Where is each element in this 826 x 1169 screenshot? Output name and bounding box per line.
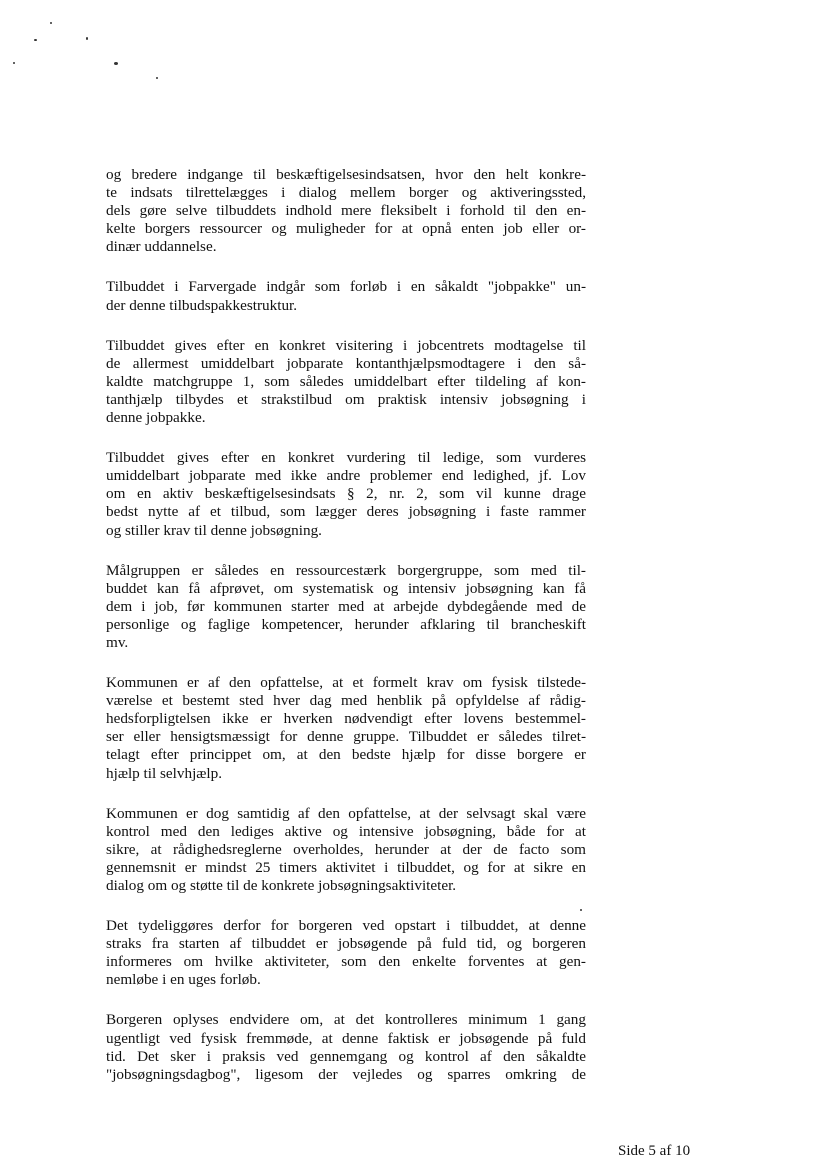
text-line: tid. Det sker i praksis ved gennemgang og kontrol af den såkaldte — [106, 1047, 586, 1065]
text-line: nemløbe i en uges forløb. — [106, 971, 261, 989]
text-line: de allermest umiddelbart jobparate kontanthjælpsmodtagere i den så- — [106, 354, 586, 372]
text-line: mv. — [106, 633, 129, 651]
scan-speck — [34, 39, 37, 41]
paragraph — [106, 562, 586, 652]
paragraph — [106, 337, 586, 427]
document-body — [106, 166, 586, 1106]
text-line: informeres om hvilke aktiviteter, som den enkelte forventes at gen- — [106, 953, 586, 971]
text-line: umiddelbart jobparate med ikke andre problemer end ledighed, jf. Lov — [106, 467, 586, 485]
text-line: "jobsøgningsdagbog", ligesom der vejledes og sparres omkring de — [106, 1065, 586, 1083]
scan-speck — [13, 62, 15, 64]
text-line: dialog om og støtte til de konkrete jobsøgningsaktiviteter. — [106, 877, 457, 894]
text-line: kaldte matchgruppe 1, som således umiddelbart efter tildeling af kon- — [106, 372, 586, 390]
text-line: tanthjælp tilbydes et strakstilbud om praktisk intensiv jobsøgning i — [106, 390, 586, 408]
text-line: Tilbuddet gives efter en konkret vurdering til ledige, som vurderes — [106, 449, 586, 467]
text-line: bedst nytte af et tilbud, som lægger deres jobsøgning i faste rammer — [106, 503, 586, 521]
text-line: dinær uddannelse. — [106, 238, 217, 256]
paragraph — [106, 805, 586, 895]
text-line: denne jobpakke. — [106, 409, 206, 427]
scan-speck — [86, 37, 88, 40]
text-line: Målgruppen er således en ressourcestærk borgergruppe, som med til- — [106, 561, 586, 579]
paragraph — [106, 449, 586, 539]
text-line: kontrol med den lediges aktive og intensive jobsøgning, både for at — [106, 822, 586, 840]
text-line: Borgeren oplyses endvidere om, at det kontrolleres minimum 1 gang — [106, 1011, 586, 1029]
text-line: sikre, at rådighedsreglerne overholdes, herunder at der de facto som — [106, 840, 586, 858]
text-line: ser eller hensigtsmæssigt for denne gruppe. Tilbuddet er således tilret- — [106, 728, 586, 746]
paragraph — [106, 674, 586, 783]
text-line: dels gøre selve tilbuddets indhold mere fleksibelt i forhold til den en- — [106, 202, 586, 220]
text-line: værelse et bestemt sted hver dag med henblik på opfyldelse af rådig- — [106, 692, 586, 710]
text-line: personlige og faglige kompetencer, herunder afklaring til brancheskift — [106, 615, 586, 633]
text-line: hedsforpligtelsen ikke er hverken nødvendigt efter lovens bestemmel- — [106, 710, 586, 728]
text-line: kelte borgers ressourcer og muligheder for at opnå enten job eller or- — [106, 220, 586, 238]
text-line: straks fra starten af tilbuddet er jobsøgende på fuld tid, og borgeren — [106, 935, 586, 953]
scan-speck — [156, 77, 158, 79]
text-line: hjælp til selvhjælp. — [106, 764, 223, 782]
scan-speck — [50, 22, 52, 24]
text-line: Tilbuddet i Farvergade indgår som forløb i en såkaldt "jobpakke" un- — [106, 278, 586, 296]
text-line: Tilbuddet gives efter en konkret visitering i jobcentrets modtagelse til — [106, 336, 586, 354]
paragraph — [106, 278, 586, 314]
text-line: ugentligt ved fysisk fremmøde, at denne faktisk er jobsøgende på fuld — [106, 1029, 586, 1047]
text-line: te indsats tilrettelægges i dialog mellem borger og aktiveringssted, — [106, 184, 586, 202]
text-line: gennemsnit er mindst 25 timers aktivitet i tilbuddet, og for at sikre en — [106, 858, 586, 876]
text-line: og stiller krav til denne jobsøgning. — [106, 521, 322, 539]
paragraph — [106, 917, 586, 989]
text-line: om en aktiv beskæftigelsesindsats § 2, nr. 2, som vil kunne drage — [106, 485, 586, 503]
text-line: og bredere indgange til beskæftigelsesindsatsen, hvor den helt konkre- — [106, 166, 586, 183]
scan-speck — [114, 62, 118, 65]
text-line: Kommunen er dog samtidig af den opfattelse, at der selvsagt skal være — [106, 804, 586, 822]
text-line: Kommunen er af den opfattelse, at et formelt krav om fysisk tilstede- — [106, 674, 586, 692]
page-number: Side 5 af 10 — [618, 1143, 691, 1159]
text-line: der denne tilbudspakkestruktur. — [106, 296, 298, 314]
text-line: buddet kan få afprøvet, om systematisk og intensiv jobsøgning kan få — [106, 579, 586, 597]
text-line: Det tydeliggøres derfor for borgeren ved opstart i tilbuddet, at denne — [106, 917, 586, 935]
paragraph — [106, 166, 586, 256]
paragraph — [106, 1011, 586, 1083]
text-line: telagt efter princippet om, at den bedste hjælp for disse borgere er — [106, 746, 586, 764]
text-line: dem i job, før kommunen starter med at arbejde dybdegående med de — [106, 597, 586, 615]
